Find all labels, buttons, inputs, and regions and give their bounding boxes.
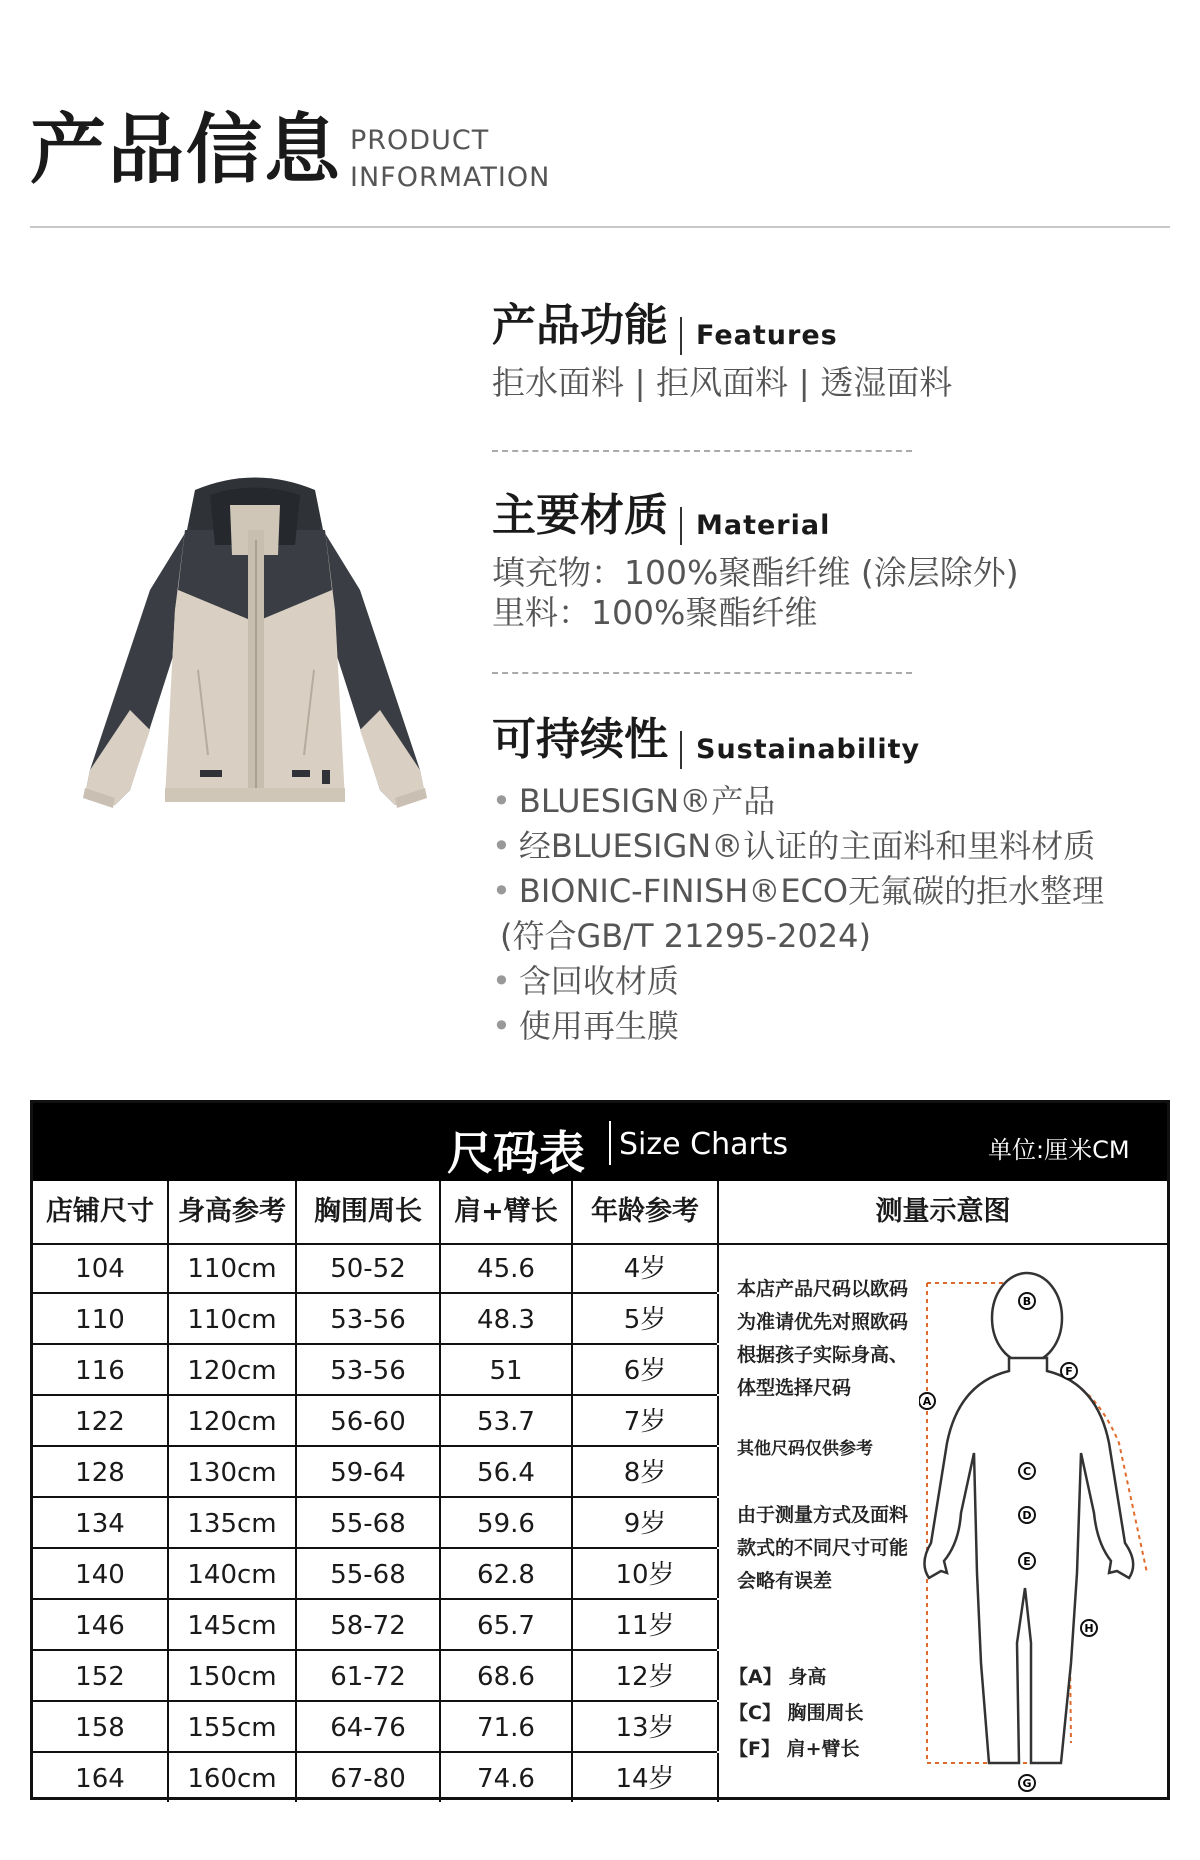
header-divider <box>30 226 1170 228</box>
diagram-note: 本店产品尺码以欧码 <box>737 1278 909 1300</box>
sustainability-title: 可持续性 <box>492 714 668 765</box>
table-cell: 8岁 <box>573 1447 719 1496</box>
table-row <box>33 1396 717 1447</box>
table-cell: 134 <box>33 1498 169 1547</box>
table-cell: 56-60 <box>297 1396 441 1445</box>
table-cell: 140 <box>33 1549 169 1598</box>
marker-a <box>919 1393 935 1409</box>
column-header: 肩+臂长 <box>441 1181 573 1243</box>
bullet-dot: • <box>492 961 511 1000</box>
marker-c <box>1019 1463 1035 1479</box>
table-cell: 122 <box>33 1396 169 1445</box>
svg-text:E: E <box>1023 1555 1031 1568</box>
diagram-note: 体型选择尺码 <box>737 1377 852 1399</box>
svg-text:A: A <box>922 1395 932 1408</box>
table-cell: 7岁 <box>573 1396 719 1445</box>
diagram-legend-f: 【F】 肩+臂长 <box>729 1738 860 1760</box>
sustainability-item-continuation: (符合GB/T 21295-2024) <box>500 916 872 955</box>
sustainability-item: • 经BLUESIGN®认证的主面料和里料材质 <box>492 826 1096 865</box>
table-cell: 110cm <box>169 1243 297 1292</box>
table-cell: 130cm <box>169 1447 297 1496</box>
marker-d <box>1019 1507 1035 1523</box>
table-cell: 150cm <box>169 1651 297 1700</box>
table-cell: 146 <box>33 1600 169 1649</box>
table-cell: 53.7 <box>441 1396 573 1445</box>
svg-text:F: F <box>1065 1365 1073 1378</box>
material-line-2: 里料：100%聚酯纤维 <box>492 592 818 632</box>
size-chart-table <box>30 1100 1170 1800</box>
table-cell: 14岁 <box>573 1753 719 1802</box>
column-header: 胸围周长 <box>297 1181 441 1243</box>
size-chart-title: 尺码表 <box>447 1126 585 1180</box>
features-title-separator <box>680 317 682 355</box>
diagram-note: 根据孩子实际身高、 <box>737 1344 909 1366</box>
table-cell: 61-72 <box>297 1651 441 1700</box>
table-cell: 110cm <box>169 1294 297 1343</box>
column-header: 身高参考 <box>169 1181 297 1243</box>
child-figure-illustration <box>919 1243 1167 1797</box>
table-cell: 58-72 <box>297 1600 441 1649</box>
table-cell: 140cm <box>169 1549 297 1598</box>
column-header: 年龄参考 <box>573 1181 719 1243</box>
section-divider <box>492 450 912 452</box>
features-section <box>492 300 953 403</box>
table-row <box>33 1753 717 1804</box>
table-cell: 135cm <box>169 1498 297 1547</box>
svg-text:D: D <box>1022 1509 1032 1522</box>
diagram-legend-a: 【A】 身高 <box>729 1666 827 1688</box>
table-cell: 9岁 <box>573 1498 719 1547</box>
bullet-dot: • <box>492 1006 511 1045</box>
diagram-note: 由于测量方式及面料 <box>737 1504 909 1526</box>
table-row <box>33 1651 717 1702</box>
table-cell: 120cm <box>169 1345 297 1394</box>
page-title-en <box>350 122 550 196</box>
column-header: 测量示意图 <box>875 1196 1011 1227</box>
table-row <box>33 1294 717 1345</box>
table-cell: 53-56 <box>297 1294 441 1343</box>
marker-b <box>1019 1293 1035 1309</box>
svg-text:C: C <box>1022 1465 1032 1478</box>
table-cell: 56.4 <box>441 1447 573 1496</box>
table-cell: 48.3 <box>441 1294 573 1343</box>
bullet-dot: • <box>492 826 511 865</box>
table-cell: 128 <box>33 1447 169 1496</box>
diagram-note: 其他尺码仅供参考 <box>737 1439 873 1459</box>
marker-e <box>1019 1553 1035 1569</box>
diagram-legend-c: 【C】 胸围周长 <box>729 1702 864 1724</box>
table-row <box>33 1549 717 1600</box>
table-row <box>33 1498 717 1549</box>
sustainability-section <box>492 714 1105 1049</box>
features-title-en: Features <box>696 320 838 351</box>
table-row <box>33 1345 717 1396</box>
marker-g <box>1019 1775 1035 1791</box>
sustainability-title-separator <box>680 731 682 769</box>
table-cell: 53-56 <box>297 1345 441 1394</box>
table-cell: 45.6 <box>441 1243 573 1292</box>
features-title: 产品功能 <box>492 300 668 351</box>
svg-text:G: G <box>1022 1777 1032 1790</box>
table-cell: 4岁 <box>573 1243 719 1292</box>
table-cell: 59-64 <box>297 1447 441 1496</box>
table-cell: 12岁 <box>573 1651 719 1700</box>
table-cell: 65.7 <box>441 1600 573 1649</box>
material-line-1: 填充物：100%聚酯纤维 (涂层除外) <box>492 552 1019 592</box>
table-cell: 74.6 <box>441 1753 573 1802</box>
table-cell: 71.6 <box>441 1702 573 1751</box>
table-cell: 155cm <box>169 1702 297 1751</box>
section-divider <box>492 672 912 674</box>
diagram-note: 款式的不同尺寸可能 <box>737 1537 909 1559</box>
table-row <box>33 1243 717 1294</box>
jacket-image <box>70 470 440 830</box>
table-cell: 104 <box>33 1243 169 1292</box>
sustainability-title-en: Sustainability <box>696 734 921 765</box>
size-chart-header <box>33 1103 1167 1181</box>
table-cell: 67-80 <box>297 1753 441 1802</box>
table-cell: 145cm <box>169 1600 297 1649</box>
table-cell: 152 <box>33 1651 169 1700</box>
table-row <box>33 1600 717 1651</box>
table-cell: 120cm <box>169 1396 297 1445</box>
column-header: 店铺尺寸 <box>33 1181 169 1243</box>
table-row <box>33 1447 717 1498</box>
material-title: 主要材质 <box>492 490 668 541</box>
table-cell: 11岁 <box>573 1600 719 1649</box>
sustainability-item: • 使用再生膜 <box>492 1006 679 1045</box>
table-cell: 51 <box>441 1345 573 1394</box>
page-title-en-line1: PRODUCT <box>350 125 490 156</box>
table-cell: 6岁 <box>573 1345 719 1394</box>
diagram-note: 会略有误差 <box>737 1570 833 1592</box>
features-body: 拒水面料 | 拒风面料 | 透湿面料 <box>492 362 953 402</box>
measurement-diagram <box>719 1243 1167 1797</box>
page-title: 产品信息 <box>30 105 342 194</box>
marker-h <box>1081 1620 1097 1636</box>
material-title-en: Material <box>696 510 831 541</box>
bullet-dot: • <box>492 781 511 820</box>
table-cell: 68.6 <box>441 1651 573 1700</box>
table-cell: 116 <box>33 1345 169 1394</box>
size-chart-title-separator <box>609 1121 611 1165</box>
table-cell: 62.8 <box>441 1549 573 1598</box>
sustainability-item: • BIONIC-FINISH®ECO无氟碳的拒水整理 <box>492 871 1105 910</box>
size-chart-column-headers <box>33 1181 1167 1245</box>
material-title-separator <box>680 507 682 545</box>
table-cell: 13岁 <box>573 1702 719 1751</box>
diagram-note: 为准请优先对照欧码 <box>737 1311 909 1333</box>
table-cell: 164 <box>33 1753 169 1802</box>
table-cell: 160cm <box>169 1753 297 1802</box>
marker-f <box>1061 1363 1077 1379</box>
table-cell: 10岁 <box>573 1549 719 1598</box>
table-cell: 158 <box>33 1702 169 1751</box>
size-chart-unit: 单位:厘米CM <box>988 1136 1130 1164</box>
table-cell: 5岁 <box>573 1294 719 1343</box>
table-cell: 50-52 <box>297 1243 441 1292</box>
svg-text:H: H <box>1084 1622 1094 1635</box>
table-cell: 59.6 <box>441 1498 573 1547</box>
sustainability-item: • BLUESIGN®产品 <box>492 781 776 820</box>
table-row <box>33 1702 717 1753</box>
table-cell: 64-76 <box>297 1702 441 1751</box>
bullet-dot: • <box>492 871 511 910</box>
table-cell: 110 <box>33 1294 169 1343</box>
table-cell: 55-68 <box>297 1549 441 1598</box>
table-cell: 55-68 <box>297 1498 441 1547</box>
material-section <box>492 490 1019 633</box>
page-title-en-line2: INFORMATION <box>350 162 551 193</box>
sustainability-item: • 含回收材质 <box>492 961 679 1000</box>
svg-text:B: B <box>1022 1295 1032 1308</box>
size-chart-title-en: Size Charts <box>619 1127 789 1162</box>
